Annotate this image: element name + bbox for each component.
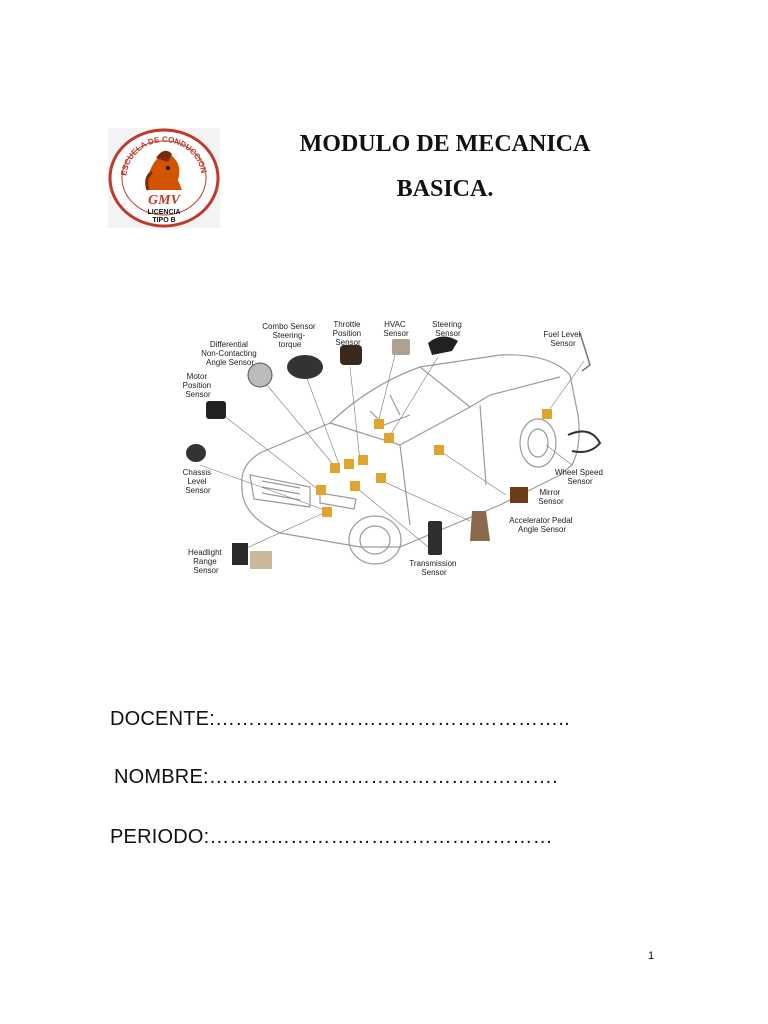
label-fuel-level-sensor: Fuel Level Sensor — [543, 330, 581, 348]
label-motor-position-sensor: Motor Position Sensor — [182, 372, 212, 399]
label-steering-sensor: Steering Sensor — [431, 320, 462, 338]
page-number: 1 — [648, 950, 655, 962]
label-mirror-sensor: Mirror Sensor — [538, 488, 564, 506]
label-combo-sensor: Combo Sensor Steering- torque — [262, 322, 316, 349]
periodo-field: PERIODO:…………………………………………… — [110, 826, 553, 848]
logo-brand: GMV — [148, 193, 180, 208]
label-wheel-speed-sensor: Wheel Speed Sensor — [554, 468, 603, 486]
label-transmission-sensor: Transmission Sensor — [409, 559, 457, 577]
label-hvac-sensor: HVAC Sensor — [383, 320, 409, 338]
logo-license-line2: TIPO B — [152, 217, 176, 224]
docente-field: DOCENTE:…………………………………………….. — [110, 708, 570, 730]
logo-ring-text: ESCUELA DE CONDUCCION — [119, 134, 209, 177]
label-chassis-level-sensor: Chassis Level Sensor — [182, 468, 212, 495]
label-headlight-sensor: Headlight Range Sensor — [187, 548, 222, 575]
label-accelerator-sensor: Accelerator Pedal Angle Sensor — [509, 516, 573, 534]
car-sensor-diagram — [170, 315, 620, 585]
label-differential-sensor: Differential Non-Contacting Angle Sensor — [201, 340, 257, 367]
page-title-line2: BASICA. — [396, 176, 494, 202]
school-logo — [108, 128, 220, 228]
label-throttle-sensor: Throttle Position Sensor — [332, 320, 362, 347]
page-title-line1: MODULO DE MECANICA — [299, 131, 591, 157]
nombre-field: NOMBRE:……………………………………………. — [114, 766, 558, 788]
logo-license-line1: LICENCIA — [147, 209, 181, 216]
